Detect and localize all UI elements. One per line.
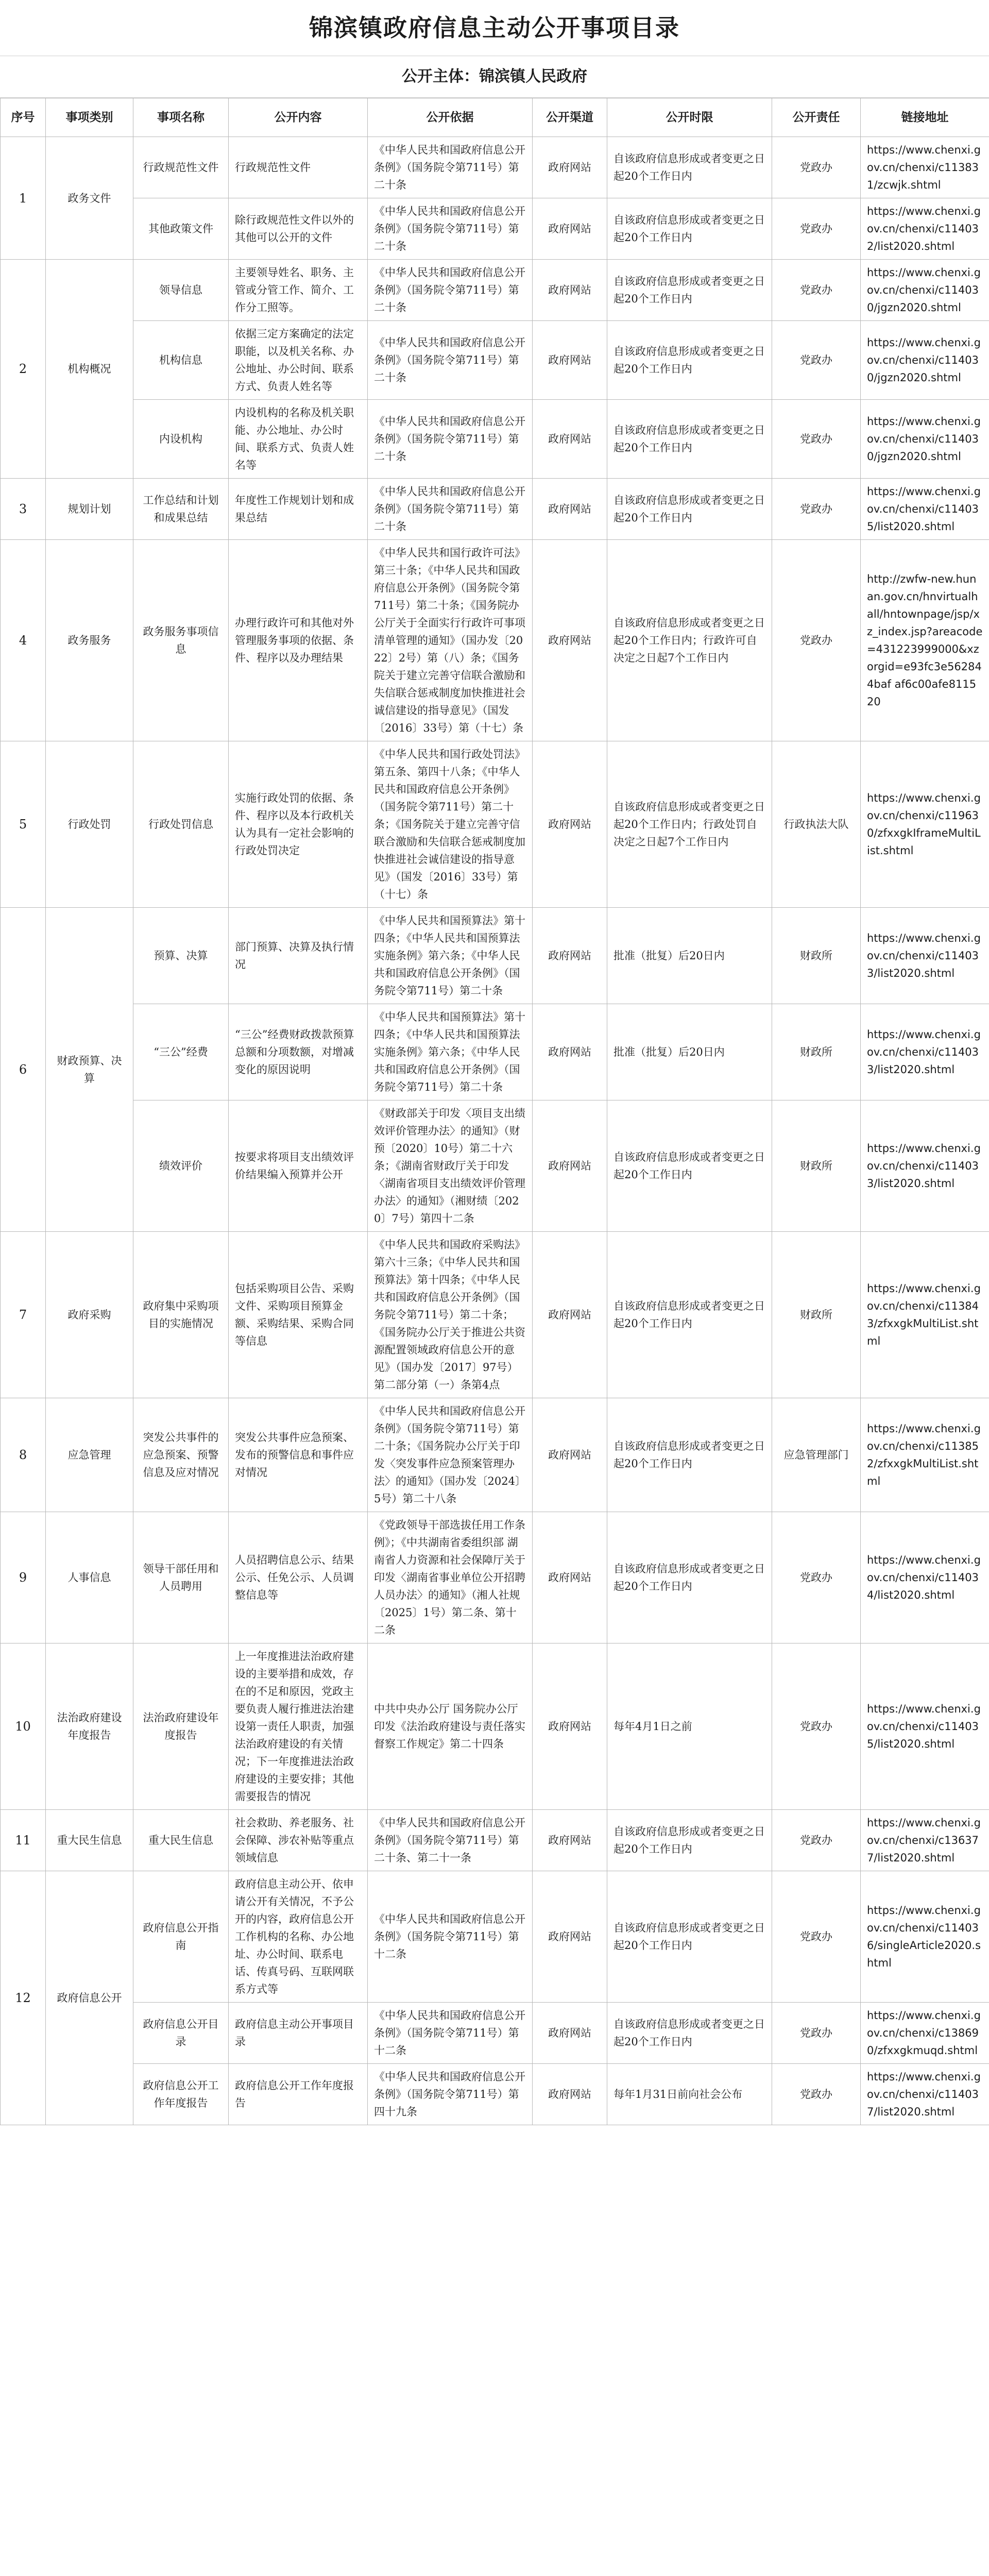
row-basis: 《中华人民共和国行政处罚法》第五条、第四十八条；《中华人民共和国政府信息公开条例》（国务院令第711号）第二十条；《国务院关于建立完善守信联合激励和失信联合惩戒制度加快推进社会诚信建设的指导意见》（国发〔2016〕33号）第（十七）条 [368,741,533,908]
row-category: 政务服务 [46,540,133,741]
row-basis: 中共中央办公厅 国务院办公厅印发《法治政府建设与责任落实督察工作规定》第二十四条 [368,1643,533,1810]
table-row [1,2003,989,2064]
catalog-body [1,137,989,2125]
row-channel: 政府网站 [533,741,607,908]
header-channel: 公开渠道 [533,98,607,137]
row-responsibility: 党政办 [772,1512,861,1643]
row-channel: 政府网站 [533,137,607,198]
row-link[interactable]: https://www.chenxi.gov.cn/chenxi/c113831/zcwjk.shtml [861,137,989,198]
row-link[interactable]: https://www.chenxi.gov.cn/chenxi/c119630/zfxxgkIframeMultiList.shtml [861,741,989,908]
row-link[interactable]: https://www.chenxi.gov.cn/chenxi/c114037/list2020.shtml [861,2064,989,2125]
table-row [1,2064,989,2125]
row-number: 5 [1,741,46,908]
row-content: 政府信息主动公开事项目录 [229,2003,368,2064]
row-item-name: 领导干部任用和人员聘用 [133,1512,229,1643]
row-basis: 《中华人民共和国政府信息公开条例》（国务院令第711号）第二十条、第二十一条 [368,1810,533,1871]
row-time-limit: 自该政府信息形成或者变更之日起20个工作日内；行政许可自决定之日起7个工作日内 [607,540,772,741]
row-time-limit: 自该政府信息形成或者变更之日起20个工作日内 [607,1512,772,1643]
row-content: 社会救助、养老服务、社会保障、涉农补贴等重点领域信息 [229,1810,368,1871]
row-content: 政府信息公开工作年度报告 [229,2064,368,2125]
table-row [1,1810,989,1871]
row-channel: 政府网站 [533,1810,607,1871]
row-link[interactable]: https://www.chenxi.gov.cn/chenxi/c114032/list2020.shtml [861,198,989,260]
table-row [1,1398,989,1512]
row-basis: 《中华人民共和国政府信息公开条例》（国务院令第711号）第二十条 [368,137,533,198]
row-item-name: “三公”经费 [133,1004,229,1100]
page-title: 锦滨镇政府信息主动公开事项目录 [0,0,989,56]
row-time-limit: 每年4月1日之前 [607,1643,772,1810]
row-responsibility: 应急管理部门 [772,1398,861,1512]
row-basis: 《中华人民共和国行政许可法》第三十条；《中华人民共和国政府信息公开条例》（国务院令第711号）第二十条；《国务院办公厅关于全面实行行政许可事项清单管理的通知》（国办发〔2022〕2号）第（八）条；《国务院关于建立完善守信联合激励和失信联合惩戒制度加快推进社会诚信建设的指导意见》（国发〔2016〕33号）第（十七）条 [368,540,533,741]
row-number: 1 [1,137,46,260]
row-content: 上一年度推进法治政府建设的主要举措和成效，存在的不足和原因，党政主要负责人履行推进法治建设第一责任人职责，加强法治政府建设的有关情况；下一年度推进法治政府建设的主要安排；其他需要报告的情况 [229,1643,368,1810]
header-item-name: 事项名称 [133,98,229,137]
row-channel: 政府网站 [533,1871,607,2003]
row-item-name: 政府信息公开目录 [133,2003,229,2064]
row-time-limit: 自该政府信息形成或者变更之日起20个工作日内 [607,260,772,321]
row-responsibility: 财政所 [772,1100,861,1232]
row-channel: 政府网站 [533,321,607,400]
row-link[interactable]: https://www.chenxi.gov.cn/chenxi/c114035/list2020.shtml [861,479,989,540]
row-link[interactable]: https://www.chenxi.gov.cn/chenxi/c114036/singleArticle2020.shtml [861,1871,989,2003]
row-number: 6 [1,908,46,1232]
row-item-name: 机构信息 [133,321,229,400]
row-item-name: 重大民生信息 [133,1810,229,1871]
row-channel: 政府网站 [533,2003,607,2064]
row-responsibility: 党政办 [772,400,861,479]
row-time-limit: 自该政府信息形成或者变更之日起20个工作日内 [607,2003,772,2064]
row-basis: 《中华人民共和国政府信息公开条例》（国务院令第711号）第十二条 [368,2003,533,2064]
row-channel: 政府网站 [533,260,607,321]
row-number: 10 [1,1643,46,1810]
row-link[interactable]: https://www.chenxi.gov.cn/chenxi/c138690/zfxxgkmuqd.shtml [861,2003,989,2064]
page-subtitle: 公开主体：锦滨镇人民政府 [0,56,989,98]
header-content: 公开内容 [229,98,368,137]
row-time-limit: 自该政府信息形成或者变更之日起20个工作日内 [607,1232,772,1398]
row-time-limit: 自该政府信息形成或者变更之日起20个工作日内 [607,1871,772,2003]
row-category: 人事信息 [46,1512,133,1643]
row-responsibility: 财政所 [772,1004,861,1100]
header-time-limit: 公开时限 [607,98,772,137]
row-item-name: 其他政策文件 [133,198,229,260]
row-item-name: 领导信息 [133,260,229,321]
row-content: 依据三定方案确定的法定职能，以及机关名称、办公地址、办公时间、联系方式、负责人姓名等 [229,321,368,400]
row-content: 办理行政许可和其他对外管理服务事项的依据、条件、程序以及办理结果 [229,540,368,741]
row-number: 4 [1,540,46,741]
table-row [1,1512,989,1643]
row-link[interactable]: https://www.chenxi.gov.cn/chenxi/c114034/list2020.shtml [861,1512,989,1643]
row-content: 政府信息主动公开、依申请公开有关情况，不予公开的内容，政府信息公开工作机构的名称、办公地址、办公时间、联系电话、传真号码、互联网联系方式等 [229,1871,368,2003]
row-link[interactable]: https://www.chenxi.gov.cn/chenxi/c136377/list2020.shtml [861,1810,989,1871]
row-link[interactable]: https://www.chenxi.gov.cn/chenxi/c114033/list2020.shtml [861,1100,989,1232]
row-responsibility: 行政执法大队 [772,741,861,908]
table-row [1,321,989,400]
row-number: 7 [1,1232,46,1398]
row-link[interactable]: https://www.chenxi.gov.cn/chenxi/c113852/zfxxgkMultiList.shtml [861,1398,989,1512]
table-row [1,198,989,260]
header-link: 链接地址 [861,98,989,137]
catalog-table [0,98,989,2125]
row-responsibility: 财政所 [772,1232,861,1398]
row-responsibility: 党政办 [772,260,861,321]
row-basis: 《中华人民共和国政府信息公开条例》（国务院令第711号）第二十条；《国务院办公厅关于印发〈突发事件应急预案管理办法〉的通知》（国办发〔2024〕5号）第二十八条 [368,1398,533,1512]
row-content: 主要领导姓名、职务、主管或分管工作、简介、工作分工照等。 [229,260,368,321]
row-basis: 《中华人民共和国政府信息公开条例》（国务院令第711号）第四十九条 [368,2064,533,2125]
row-category: 法治政府建设年度报告 [46,1643,133,1810]
row-responsibility: 党政办 [772,1871,861,2003]
row-content: 除行政规范性文件以外的其他可以公开的文件 [229,198,368,260]
row-item-name: 行政处罚信息 [133,741,229,908]
header-row [1,98,989,137]
table-row [1,1232,989,1398]
row-content: 部门预算、决算及执行情况 [229,908,368,1004]
row-link[interactable]: http://zwfw-new.hunan.gov.cn/hnvirtualhall/hntownpage/jsp/xz_index.jsp?areacode=431223999000&xzorgid=e93fc3e562844baf af6c00afe8115 20 [861,540,989,741]
row-category: 规划计划 [46,479,133,540]
row-basis: 《党政领导干部选拔任用工作条例》；《中共湖南省委组织部 湖南省人力资源和社会保障厅关于印发〈湖南省事业单位公开招聘人员办法〉的通知》（湘人社规〔2025〕1号）第二条、第十二条 [368,1512,533,1643]
row-responsibility: 财政所 [772,908,861,1004]
row-item-name: 行政规范性文件 [133,137,229,198]
table-row [1,137,989,198]
row-basis: 《中华人民共和国政府信息公开条例》（国务院令第711号）第二十条 [368,321,533,400]
row-number: 2 [1,260,46,479]
row-number: 9 [1,1512,46,1643]
row-item-name: 法治政府建设年度报告 [133,1643,229,1810]
row-channel: 政府网站 [533,1398,607,1512]
row-link[interactable]: https://www.chenxi.gov.cn/chenxi/c114030/jgzn2020.shtml [861,400,989,479]
row-number: 3 [1,479,46,540]
row-basis: 《财政部关于印发〈项目支出绩效评价管理办法〉的通知》（财预〔2020〕10号）第二十六条；《湖南省财政厅关于印发〈湖南省项目支出绩效评价管理办法〉的通知》（湘财绩〔2020〕7号）第四十二条 [368,1100,533,1232]
table-row [1,1643,989,1810]
header-responsibility: 公开责任 [772,98,861,137]
row-number: 12 [1,1871,46,2125]
row-content: 按要求将项目支出绩效评价结果编入预算并公开 [229,1100,368,1232]
row-content: 行政规范性文件 [229,137,368,198]
row-time-limit: 每年1月31日前向社会公布 [607,2064,772,2125]
table-row [1,479,989,540]
row-item-name: 绩效评价 [133,1100,229,1232]
row-link[interactable]: https://www.chenxi.gov.cn/chenxi/c113843/zfxxgkMultiList.shtml [861,1232,989,1398]
row-channel: 政府网站 [533,1512,607,1643]
header-no: 序号 [1,98,46,137]
row-channel: 政府网站 [533,2064,607,2125]
row-basis: 《中华人民共和国政府信息公开条例》（国务院令第711号）第十二条 [368,1871,533,2003]
row-responsibility: 党政办 [772,321,861,400]
row-channel: 政府网站 [533,1004,607,1100]
header-basis: 公开依据 [368,98,533,137]
row-category: 重大民生信息 [46,1810,133,1871]
table-row [1,540,989,741]
row-content: 突发公共事件应急预案、发布的预警信息和事件应对情况 [229,1398,368,1512]
row-responsibility: 党政办 [772,2003,861,2064]
row-basis: 《中华人民共和国预算法》第十四条；《中华人民共和国预算法实施条例》第六条；《中华人民共和国政府信息公开条例》（国务院令第711号）第二十条 [368,908,533,1004]
row-basis: 《中华人民共和国政府信息公开条例》（国务院令第711号）第二十条 [368,479,533,540]
row-basis: 《中华人民共和国政府信息公开条例》（国务院令第711号）第二十条 [368,260,533,321]
row-responsibility: 党政办 [772,1643,861,1810]
row-time-limit: 自该政府信息形成或者变更之日起20个工作日内 [607,400,772,479]
row-time-limit: 批准（批复）后20日内 [607,1004,772,1100]
row-channel: 政府网站 [533,479,607,540]
table-row [1,400,989,479]
row-number: 11 [1,1810,46,1871]
row-item-name: 工作总结和计划和成果总结 [133,479,229,540]
row-channel: 政府网站 [533,198,607,260]
table-row [1,1100,989,1232]
row-time-limit: 自该政府信息形成或者变更之日起20个工作日内 [607,1810,772,1871]
row-responsibility: 党政办 [772,2064,861,2125]
row-time-limit: 自该政府信息形成或者变更之日起20个工作日内 [607,198,772,260]
row-link[interactable]: https://www.chenxi.gov.cn/chenxi/c114030/jgzn2020.shtml [861,321,989,400]
row-link[interactable]: https://www.chenxi.gov.cn/chenxi/c114033/list2020.shtml [861,1004,989,1100]
row-channel: 政府网站 [533,400,607,479]
row-content: 人员招聘信息公示、结果公示、任免公示、人员调整信息等 [229,1512,368,1643]
row-category: 财政预算、决算 [46,908,133,1232]
row-basis: 《中华人民共和国政府采购法》第六十三条；《中华人民共和国预算法》第十四条；《中华人民共和国政府信息公开条例》（国务院令第711号）第二十条；《国务院办公厅关于推进公共资源配置领域政府信息公开的意见》（国办发〔2017〕97号）第二部分第（一）条第4点 [368,1232,533,1398]
row-time-limit: 自该政府信息形成或者变更之日起20个工作日内 [607,137,772,198]
row-content: 包括采购项目公告、采购文件、采购项目预算金额、采购结果、采购合同等信息 [229,1232,368,1398]
row-category: 行政处罚 [46,741,133,908]
table-row [1,260,989,321]
row-time-limit: 批准（批复）后20日内 [607,908,772,1004]
table-row [1,1871,989,2003]
table-row [1,741,989,908]
row-category: 机构概况 [46,260,133,479]
row-time-limit: 自该政府信息形成或者变更之日起20个工作日内 [607,1398,772,1512]
row-channel: 政府网站 [533,1643,607,1810]
row-item-name: 预算、决算 [133,908,229,1004]
row-time-limit: 自该政府信息形成或者变更之日起20个工作日内 [607,1100,772,1232]
row-category: 政务文件 [46,137,133,260]
row-channel: 政府网站 [533,908,607,1004]
header-category: 事项类别 [46,98,133,137]
row-item-name: 政府信息公开工作年度报告 [133,2064,229,2125]
row-time-limit: 自该政府信息形成或者变更之日起20个工作日内 [607,321,772,400]
row-basis: 《中华人民共和国政府信息公开条例》（国务院令第711号）第二十条 [368,400,533,479]
row-basis: 《中华人民共和国政府信息公开条例》（国务院令第711号）第二十条 [368,198,533,260]
row-item-name: 政务服务事项信息 [133,540,229,741]
row-basis: 《中华人民共和国预算法》第十四条；《中华人民共和国预算法实施条例》第六条；《中华人民共和国政府信息公开条例》（国务院令第711号）第二十条 [368,1004,533,1100]
row-link[interactable]: https://www.chenxi.gov.cn/chenxi/c114033/list2020.shtml [861,908,989,1004]
row-item-name: 政府信息公开指南 [133,1871,229,2003]
row-content: 内设机构的名称及机关职能、办公地址、办公时间、联系方式、负责人姓名等 [229,400,368,479]
row-content: “三公”经费财政拨款预算总额和分项数额，对增减变化的原因说明 [229,1004,368,1100]
row-responsibility: 党政办 [772,198,861,260]
row-responsibility: 党政办 [772,137,861,198]
row-link[interactable]: https://www.chenxi.gov.cn/chenxi/c114030/jgzn2020.shtml [861,260,989,321]
row-category: 应急管理 [46,1398,133,1512]
table-row [1,908,989,1004]
row-channel: 政府网站 [533,540,607,741]
row-channel: 政府网站 [533,1100,607,1232]
row-content: 实施行政处罚的依据、条件、程序以及本行政机关认为具有一定社会影响的行政处罚决定 [229,741,368,908]
row-item-name: 政府集中采购项目的实施情况 [133,1232,229,1398]
row-time-limit: 自该政府信息形成或者变更之日起20个工作日内 [607,479,772,540]
row-channel: 政府网站 [533,1232,607,1398]
table-row [1,1004,989,1100]
row-item-name: 突发公共事件的应急预案、预警信息及应对情况 [133,1398,229,1512]
row-category: 政府信息公开 [46,1871,133,2125]
row-number: 8 [1,1398,46,1512]
row-content: 年度性工作规划计划和成果总结 [229,479,368,540]
row-item-name: 内设机构 [133,400,229,479]
row-time-limit: 自该政府信息形成或者变更之日起20个工作日内；行政处罚自决定之日起7个工作日内 [607,741,772,908]
row-responsibility: 党政办 [772,479,861,540]
row-category: 政府采购 [46,1232,133,1398]
row-responsibility: 党政办 [772,1810,861,1871]
row-responsibility: 党政办 [772,540,861,741]
row-link[interactable]: https://www.chenxi.gov.cn/chenxi/c114035/list2020.shtml [861,1643,989,1810]
